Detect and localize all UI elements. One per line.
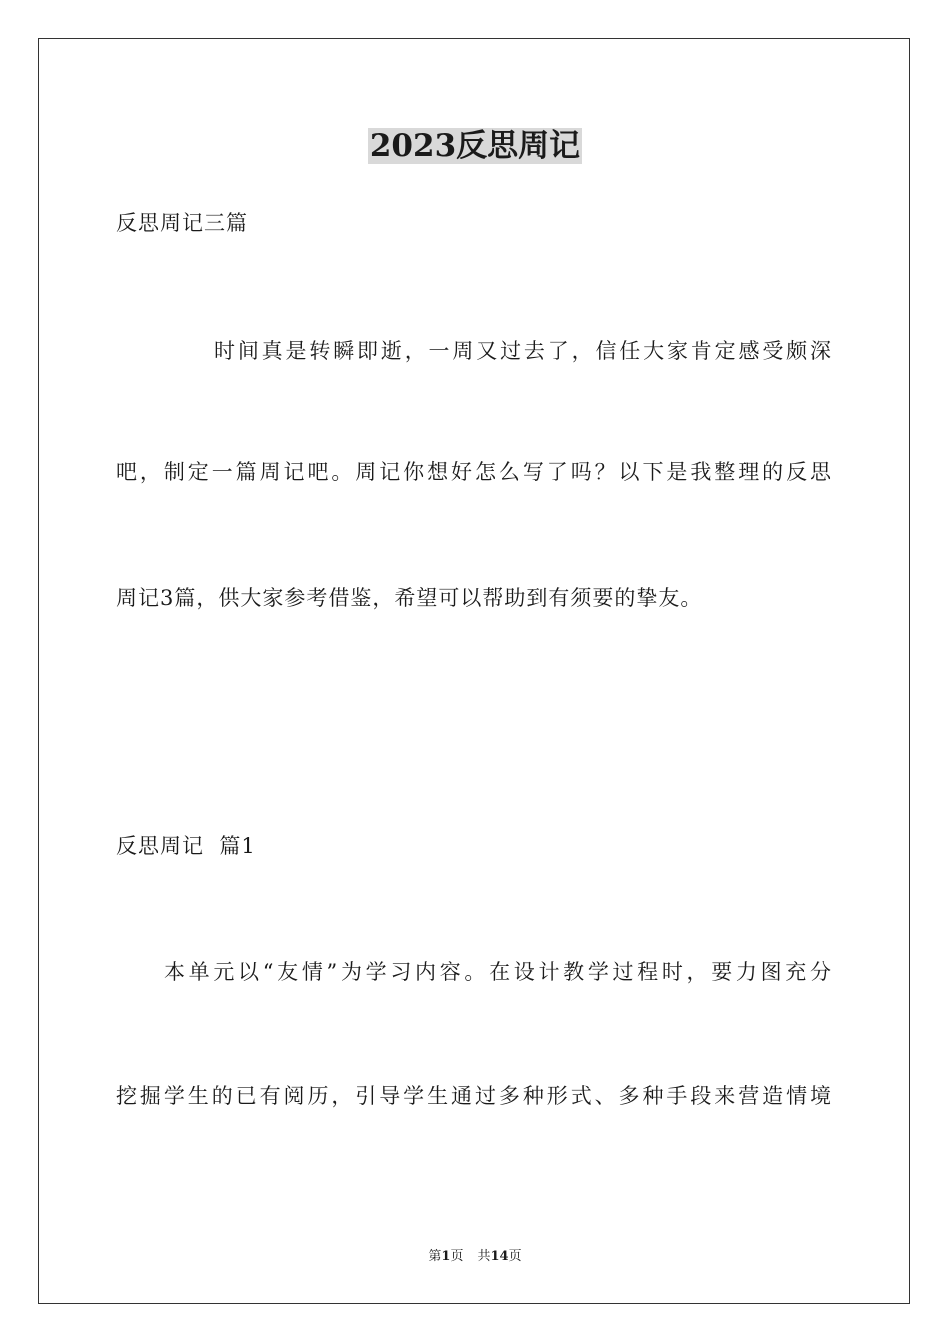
footer-page-prefix: 第 xyxy=(428,1249,442,1264)
footer-page-number: 1 xyxy=(441,1249,451,1264)
footer-page-suffix: 页 xyxy=(450,1249,464,1264)
page-footer xyxy=(0,1248,950,1266)
section-heading: 反思周记 篇1 xyxy=(116,834,256,858)
intro-paragraph-line-2: 吧，制定一篇周记吧。周记你想好怎么写了吗？以下是我整理的反思 xyxy=(116,460,832,484)
footer-total-prefix: 共 xyxy=(477,1249,491,1264)
section-paragraph-line-2: 挖掘学生的已有阅历，引导学生通过多种形式、多种手段来营造情境 xyxy=(116,1084,832,1108)
document-title xyxy=(0,124,950,168)
footer-total-pages: 14 xyxy=(490,1249,509,1264)
footer-total-suffix: 页 xyxy=(508,1249,522,1264)
intro-paragraph-line-1: 时间真是转瞬即逝，一周又过去了，信任大家肯定感受颇深 xyxy=(214,339,832,363)
intro-heading: 反思周记三篇 xyxy=(116,211,248,235)
document-title-text: 2023反思周记 xyxy=(369,128,581,164)
intro-paragraph-line-3: 周记3篇，供大家参考借鉴，希望可以帮助到有须要的挚友。 xyxy=(116,586,703,610)
section-paragraph-line-1: 本单元以“友情”为学习内容。在设计教学过程时，要力图充分 xyxy=(164,960,832,984)
